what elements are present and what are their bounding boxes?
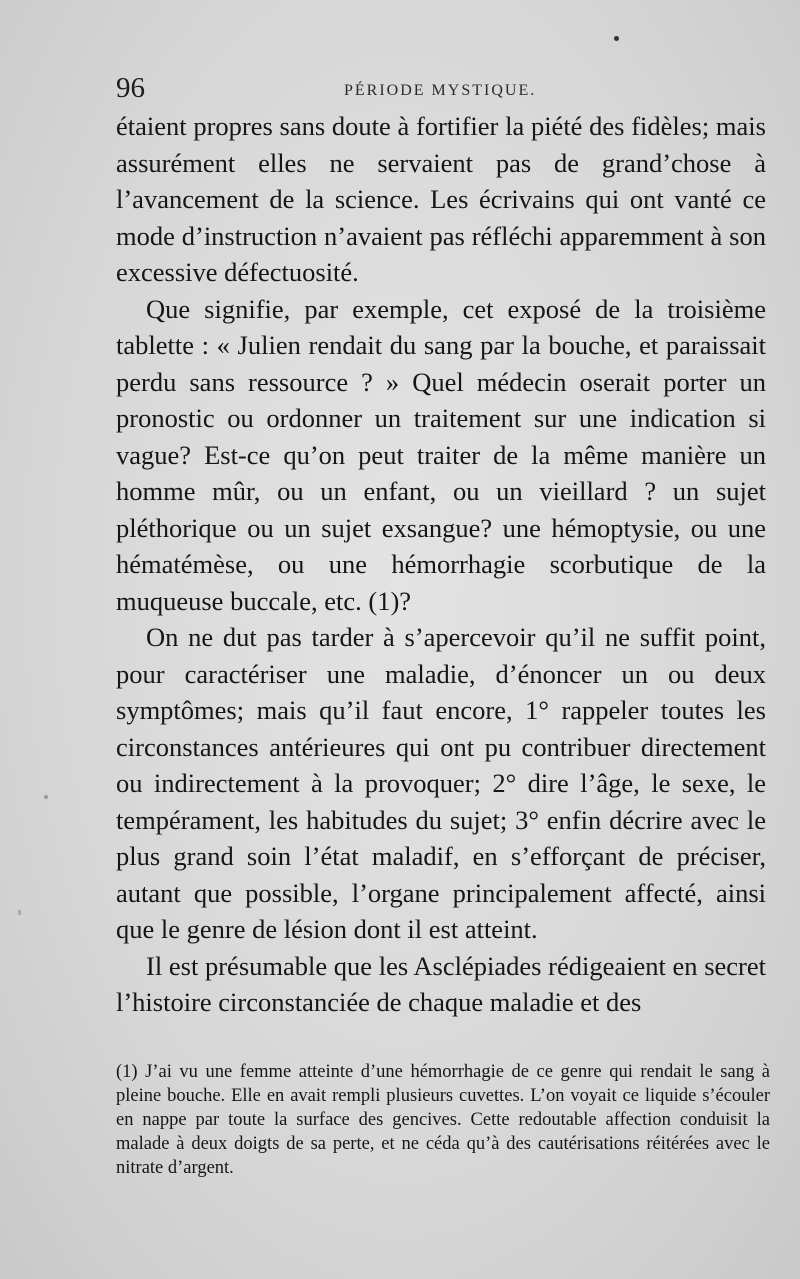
paper-speck [18,910,21,915]
footnote: (1) J’ai vu une femme atteinte d’une hémorrhagie de ce genre qui rendait le sang à pleine bouche. Elle en avait rempli plusieurs cuvettes. L’on voyait ce liquide s’écouler en nappe par toute la surface des gencives. Cette redoutable affection conduisit la malade à deux doigts de sa perte, et ne céda qu’à des cautérisations réitérées avec le nitrate d’argent. [116,1062,770,1178]
paragraph: étaient propres sans doute à fortifier la piété des fidèles; mais assurément elles ne servaient pas de grand’chose à l’avancement de la science. Les écrivains qui ont vanté ce mode d’instruction n’avaient pas réfléchi apparemment à son excessive défectuosité. [116,111,766,287]
page-number: 96 [116,72,145,104]
paragraph: Il est présumable que les Asclépiades rédigeaient en secret l’histoire circonstanciée de chaque maladie et des [116,950,766,1017]
paragraph: On ne dut pas tarder à s’apercevoir qu’il ne suffit point, pour caractériser une maladie, d’énoncer un ou deux symptômes; mais qu’il faut encore, 1° rappeler toutes les circonstances antérieures qui ont pu contribuer directement ou indirectement à la provoquer; 2° dire l’âge, le sexe, le tempérament, les habitudes du sujet; 3° enfin décrire avec le plus grand soin l’état maladif, en s’efforçant de préciser, autant que possible, l’organe principalement affecté, ainsi que le genre de lésion dont il est atteint. [116,622,766,944]
ink-dot [614,36,619,41]
running-head: PÉRIODE MYSTIQUE. [344,82,537,99]
page-header [116,68,766,108]
footnotes [116,1060,770,1180]
body-text [116,108,766,1021]
paragraph: Que signifie, par exemple, cet exposé de la troisième tablette : « Julien rendait du sang par la bouche, et paraissait perdu sans ressource ? » Quel médecin oserait porter un pronostic ou ordonner un traitement sur une indication si vague? Est-ce qu’on peut traiter de la même manière un homme mûr, ou un enfant, ou un vieillard ? un sujet pléthorique ou un sujet exsangue? une hémoptysie, ou une hématémèse, ou une hémorrhagie scorbutique de la muqueuse buccale, etc. (1)? [116,293,766,616]
paper-speck [44,795,48,799]
